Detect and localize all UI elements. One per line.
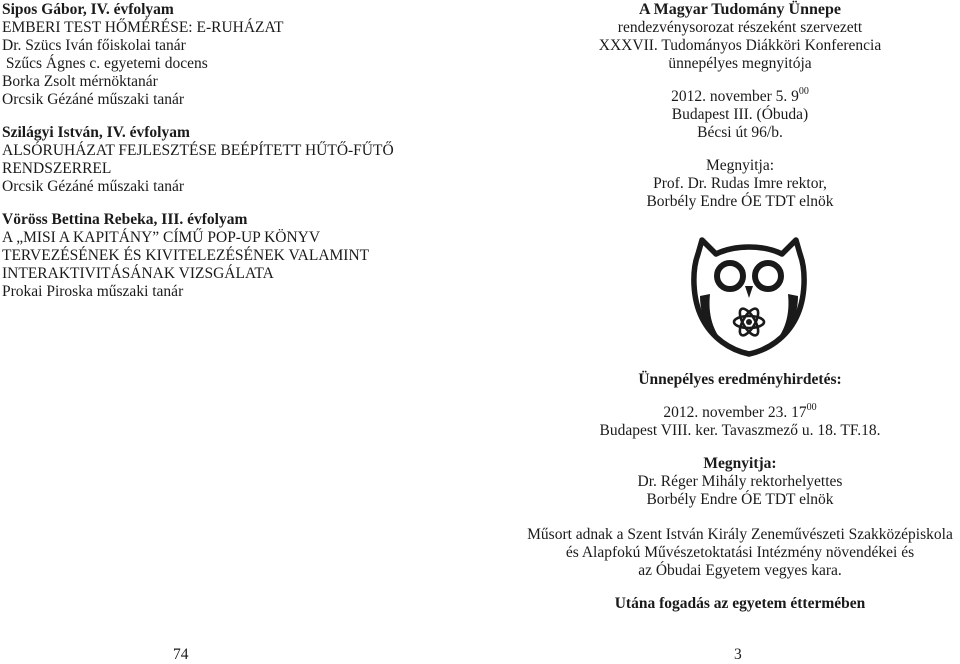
event-subtitle: rendezvénysorozat részeként szervezett xyxy=(617,19,863,36)
opener: Prof. Dr. Rudas Imre rektor, xyxy=(653,175,827,192)
opening-address: Bécsi út 96/b. xyxy=(697,124,783,141)
program-note: az Óbudai Egyetem vegyes kara. xyxy=(638,562,842,579)
presentation-author: Sipos Gábor, IV. évfolyam xyxy=(2,1,174,18)
opened-by-label: Megnyitja: xyxy=(705,157,775,174)
results-heading: Ünnepélyes eredményhirdetés: xyxy=(638,371,842,388)
results-opener: Dr. Réger Mihály rektorhelyettes xyxy=(637,473,843,490)
page-number-right: 3 xyxy=(734,646,742,663)
supervisor: Orcsik Gézáné műszaki tanár xyxy=(2,178,185,195)
event-subtitle: ünnepélyes megnyitója xyxy=(668,55,812,72)
presentation-title: TERVEZÉSÉNEK ÉS KIVITELEZÉSÉNEK VALAMINT xyxy=(2,247,370,264)
program-note: és Alapfokú Művészetoktatási Intézmény növendékei és xyxy=(565,544,915,561)
supervisor: Dr. Szücs Iván főiskolai tanár xyxy=(2,37,186,54)
presentation-author: Vöröss Bettina Rebeka, III. évfolyam xyxy=(2,211,248,228)
results-place: Budapest VIII. ker. Tavaszmező u. 18. TF.18. xyxy=(599,422,881,439)
supervisor: Prokai Piroska műszaki tanár xyxy=(2,283,184,300)
presentation-title: RENDSZERREL xyxy=(2,160,112,177)
left-page-content xyxy=(2,1,472,301)
supervisor: Borka Zsolt mérnöktanár xyxy=(2,73,158,90)
supervisor: Szűcs Ágnes c. egyetemi docens xyxy=(2,55,208,72)
event-heading: A Magyar Tudomány Ünnepe xyxy=(639,1,841,18)
results-opened-by-label: Megnyitja: xyxy=(703,455,777,472)
presentation-title: EMBERI TEST HŐMÉRÉSE: E-RUHÁZAT xyxy=(2,19,284,36)
presentation-title: A „MISI A KAPITÁNY” CÍMŰ POP-UP KÖNYV xyxy=(2,229,321,246)
reception-note: Utána fogadás az egyetem éttermében xyxy=(614,595,866,612)
opening-place: Budapest III. (Óbuda) xyxy=(671,106,809,123)
opener: Borbély Endre ÓE TDT elnök xyxy=(646,193,834,210)
presentation-title: INTERAKTIVITÁSÁNAK VIZSGÁLATA xyxy=(2,265,274,282)
program-note: Műsort adnak a Szent István Király Zeneművészeti Szakközépiskola xyxy=(527,526,953,543)
supervisor: Orcsik Gézáné műszaki tanár xyxy=(2,91,185,108)
presentation-author: Szilágyi István, IV. évfolyam xyxy=(2,124,190,141)
results-date: 2012. november 23. $17^{00}$ xyxy=(663,402,817,421)
event-subtitle: XXXVII. Tudományos Diákköri Konferencia xyxy=(598,37,882,54)
opening-date: 2012. november 5. $9^{00}$ xyxy=(671,86,809,105)
results-opener: Borbély Endre ÓE TDT elnök xyxy=(646,491,834,508)
owl-atom-icon xyxy=(690,236,808,358)
presentation-title: ALSÓRUHÁZAT FEJLESZTÉSE BEÉPÍTETT HŰTŐ-FŰTŐ xyxy=(2,142,394,159)
page-number-left: 74 xyxy=(173,646,189,663)
